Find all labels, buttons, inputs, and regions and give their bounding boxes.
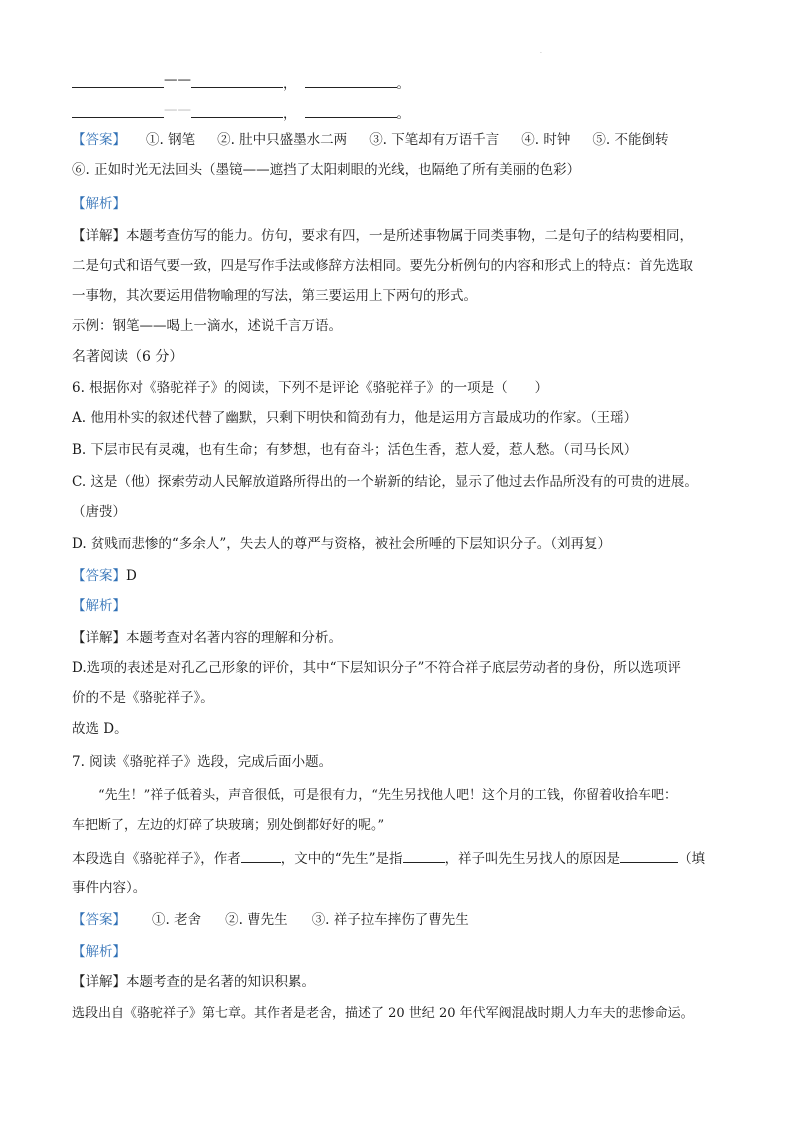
scan-speck: ·	[540, 50, 542, 57]
q6-stem: 6. 根据你对《骆驼祥子》的阅读，下列不是评论《骆驼祥子》的一项是（ ）	[72, 380, 549, 396]
analysis-tag: 【解析】	[72, 196, 126, 212]
q7-detail-2: 选段出自《骆驼祥子》第七章。其作者是老舍，描述了 20 世纪 20 年代军阀混战时期人力车夫的悲惨命运。	[72, 1006, 694, 1021]
analysis-tag: 【解析】	[72, 598, 126, 614]
answer-3: ③. 祥子拉车摔伤了曹先生	[311, 912, 469, 928]
blank	[191, 103, 283, 118]
q7-question-line	[72, 848, 705, 869]
q5-detail-1: 【详解】本题考查仿写的能力。仿句，要求有四，一是所述事物属于同类事物，二是句子的结构要相同，	[72, 228, 693, 244]
analysis-tag: 【解析】	[72, 944, 126, 960]
blank	[72, 103, 164, 118]
blank	[72, 73, 164, 88]
blank	[305, 103, 397, 118]
q6-detail-1: 【详解】本题考查对名著内容的理解和分析。	[72, 630, 342, 646]
blank	[403, 848, 445, 863]
comma: ，	[283, 106, 297, 122]
answer-2: ②. 肚中只盛墨水二两	[217, 132, 348, 148]
answer-3: ③. 下笔却有万语千言	[369, 132, 500, 148]
q6-option-d: D. 贫贱而悲惨的“多余人”，失去人的尊严与资格，被社会所唾的下层知识分子。（刘再复）	[72, 536, 611, 552]
answer-tag: 【答案】	[72, 568, 126, 584]
q7-stem: 7. 阅读《骆驼祥子》选段，完成后面小题。	[72, 754, 333, 770]
q5-detail-2: 二是句式和语气要一致，四是写作手法或修辞方法相同。要先分析例句的内容和形式上的特点：首先选取	[72, 258, 693, 274]
dash: ——	[164, 72, 191, 88]
blank	[191, 73, 283, 88]
answer-2: ②. 曹先生	[225, 912, 288, 928]
q5-detail-3: 一事物，其次要运用借物喻理的写法，第三要运用上下两句的形式。	[72, 288, 477, 304]
dash: ——	[164, 102, 191, 118]
q7-detail-1: 【详解】本题考查的是名著的知识积累。	[72, 974, 315, 990]
answer-tag: 【答案】	[72, 132, 126, 148]
q7-passage-1: “先生！”祥子低着头，声音很低，可是很有力，“先生另找他人吧！这个月的工钱，你留着收拾车吧：	[98, 788, 677, 803]
q6-option-a: A. 他用朴实的叙述代替了幽默，只剩下明快和简劲有力，他是运用方言最成功的作家。（王瑶）	[72, 410, 638, 426]
q6-option-b: B. 下层市民有灵魂，也有生命；有梦想，也有奋斗；活色生香，惹人爱，惹人愁。（司马长风）	[72, 442, 638, 458]
q7-question-line-2: 事件内容）。	[72, 880, 147, 896]
blank	[620, 848, 678, 863]
blank	[305, 73, 397, 88]
comma: ，	[283, 76, 297, 92]
q7-question-part-3: ，祥子叫先生另找人的原因是	[444, 851, 621, 867]
blank-row-1	[72, 70, 410, 94]
q6-conclusion: 故选 D。	[72, 721, 128, 737]
answer-tag: 【答案】	[72, 912, 126, 928]
q5-example: 示例：钢笔——喝上一滴水，述说千言万语。	[72, 318, 342, 334]
q6-option-c: C. 这是（他）探索劳动人民解放道路所得出的一个崭新的结论，显示了他过去作品所没有的可贵的进展。	[72, 474, 698, 490]
answer-4: ④. 时钟	[521, 132, 571, 148]
q5-answer-line	[72, 130, 668, 150]
q7-question-part-4: （填	[678, 851, 706, 867]
q6-option-c-source: （唐弢）	[72, 504, 126, 520]
answer-1: ①. 钢笔	[146, 132, 196, 148]
q6-detail-2: D.选项的表述是对孔乙己形象的评价，其中“下层知识分子”不符合祥子底层劳动者的身份，所以选项评	[72, 660, 681, 676]
q6-answer-line	[72, 566, 137, 586]
q7-question-part-2: ，文中的“先生”是指	[280, 851, 403, 867]
answer-1: ①. 老舍	[152, 912, 202, 928]
q7-passage-2: 车把断了，左边的灯碎了块玻璃；别处倒都好好的呢。”	[72, 818, 385, 833]
answer-5: ⑤. 不能倒转	[592, 132, 669, 148]
section-title: 名著阅读（6 分）	[72, 349, 184, 365]
q6-detail-3: 价的不是《骆驼祥子》。	[72, 690, 214, 706]
q7-question-part-1: 本段选自《骆驼祥子》，作者	[72, 851, 241, 867]
period: 。	[396, 106, 410, 122]
answer: D	[126, 568, 137, 584]
q7-answer-line	[72, 910, 469, 930]
blank-row-2	[72, 100, 410, 124]
blank	[241, 848, 281, 863]
period: 。	[396, 76, 410, 92]
q5-answer-line-2: ⑥. 正如时光无法回头（墨镜——遮挡了太阳刺眼的光线，也隔绝了所有美丽的色彩）	[72, 162, 581, 178]
